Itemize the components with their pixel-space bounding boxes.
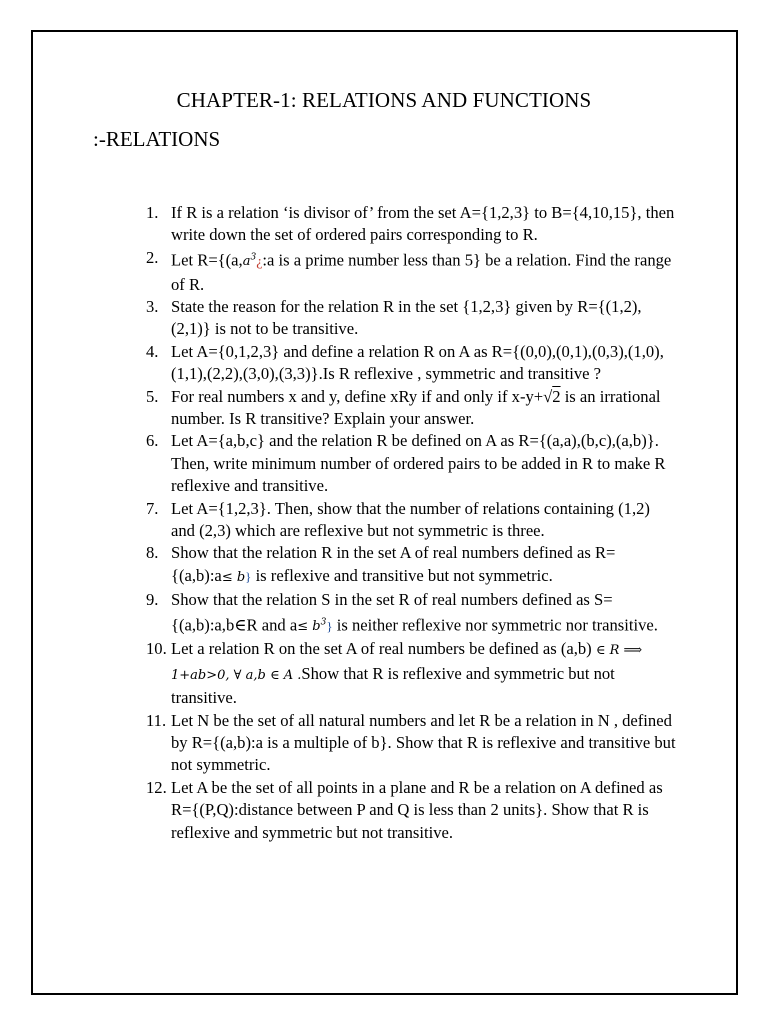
question-text (171, 386, 676, 431)
question-number: 4. (146, 341, 159, 361)
question-9 (146, 589, 676, 638)
math-expression: ∈ R ⟹ 1+ab>0, ∀ a,b ∈ A . (171, 643, 643, 683)
question-text: Let A={a,b,c} and the relation R be defined on A as R={(a,a),(b,c),(a,b)}. Then, write minimum number of ordered pairs to be added in R to make R reflexive and transitive. (171, 431, 666, 496)
glitch-glyph: ¿ (256, 254, 263, 270)
question-4 (146, 341, 676, 386)
question-number: 9. (146, 590, 159, 610)
chapter-title: CHAPTER-1: RELATIONS AND FUNCTIONS (176, 88, 592, 112)
question-text (171, 589, 676, 638)
question-text-part: Let R={(a, (171, 250, 243, 270)
radicand: 2 (552, 386, 561, 406)
math-expression (243, 254, 257, 269)
question-number: 1. (146, 203, 159, 222)
question-number: 12. (146, 777, 167, 797)
question-2 (146, 247, 676, 296)
question-text: Let A={0,1,2,3} and define a relation R on A as R={(0,0),(0,1),(0,3),(1,0),(1,1),(2,2),(3,0),(3,3)}.Is R reflexive , symmetric and transitive ? (171, 341, 664, 384)
section-heading: :-RELATIONS (93, 127, 221, 151)
question-number: 6. (146, 431, 159, 451)
question-number: 5. (146, 386, 159, 406)
math-relation: ≤ (297, 618, 313, 634)
question-text-part: :a is a prime number less than 5} be a relation. Find the range of R. (171, 250, 672, 294)
question-text: Let N be the set of all natural numbers and let R be a relation in N , defined by R={(a,b):a is a multiple of b}. Show that R is reflexive and transitive but not symmetric. (171, 710, 676, 775)
question-8 (146, 542, 676, 589)
question-number: 11. (146, 710, 167, 730)
question-1 (146, 202, 676, 247)
question-text (171, 247, 676, 296)
question-list (146, 202, 676, 844)
radical-sign: √ (543, 386, 553, 406)
question-text: State the reason for the relation R in the set {1,2,3} given by R={(1,2),(2,1)} is not to be transitive. (171, 296, 642, 339)
question-7 (146, 498, 676, 543)
question-number: 10. (146, 639, 167, 659)
question-text: If R is a relation ‘is divisor of’ from the set A={1,2,3} to B={4,10,15}, then write down the set of ordered pairs corresponding to R. (171, 203, 675, 245)
question-11 (146, 710, 676, 777)
question-text (171, 638, 676, 709)
question-text: Let A be the set of all points in a plane and R be a relation on A defined as R={(P,Q):distance between P and Q is less than 2 units}. Show that R is reflexive and symmetric but not transitive. (171, 777, 663, 842)
question-10 (146, 638, 676, 709)
question-text-part: is neither reflexive nor symmetric nor transitive. (332, 614, 658, 634)
question-text-part: is reflexive and transitive but not symmetric. (251, 565, 553, 585)
question-text-part: Let a relation R on the set A of real numbers be defined as (a,b) (171, 639, 596, 659)
glitch-glyph: } (326, 617, 333, 633)
question-number: 7. (146, 498, 159, 518)
question-text-part: Show that R is reflexive and symmetric but not transitive. (171, 663, 615, 708)
question-number: 3. (146, 296, 159, 316)
question-text (171, 542, 676, 589)
question-number: 2. (146, 247, 159, 267)
question-3 (146, 296, 676, 341)
glitch-glyph: } (245, 568, 252, 584)
math-expression (297, 619, 326, 634)
question-5 (146, 386, 676, 431)
question-text-part: is an irrational number. Is R transitive? Explain your answer. (171, 386, 661, 428)
question-6 (146, 430, 676, 497)
math-exponent: 3 (250, 252, 257, 263)
question-text: Let A={1,2,3}. Then, show that the number of relations containing (1,2) and (2,3) which are reflexive but not symmetric is three. (171, 498, 650, 541)
question-text-part: For real numbers x and y, define xRy if and only if x-y+ (171, 386, 544, 406)
math-base: b (312, 618, 321, 634)
math-exponent: 3 (320, 617, 327, 628)
question-number: 8. (146, 543, 159, 563)
question-text-part: Show that the relation S in the set R of real numbers defined as S={(a,b):a,b∈R and a (171, 590, 613, 634)
question-text-part: Show that the relation R in the set A of real numbers defined as R={(a,b):a (171, 543, 616, 585)
math-expression: ≤ b (221, 569, 246, 585)
math-base: a (242, 254, 251, 270)
question-12 (146, 777, 676, 844)
